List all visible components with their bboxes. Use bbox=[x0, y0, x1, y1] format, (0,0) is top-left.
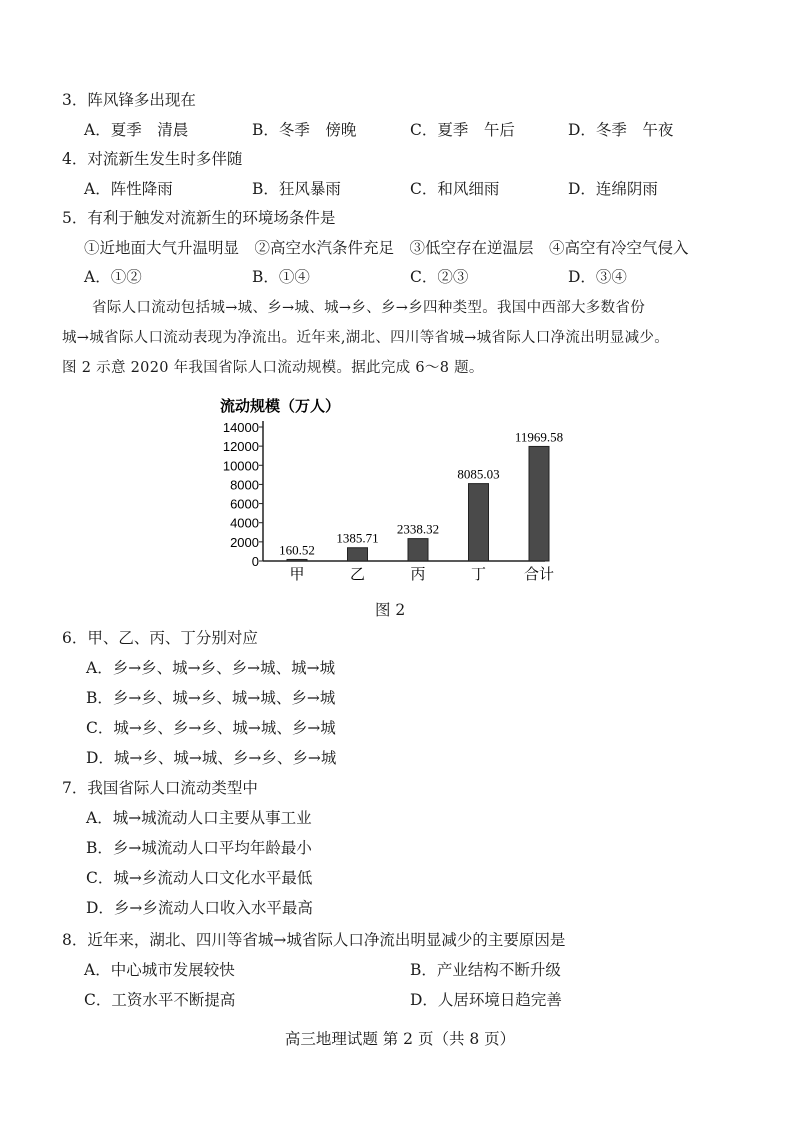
question-8: 8．近年来，湖北、四川等省城→城省际人口净流出明显减少的主要原因是 bbox=[62, 931, 566, 949]
option: C．城→乡、乡→乡、城→城、乡→城 bbox=[86, 719, 336, 737]
y-tick-label: 2000 bbox=[230, 534, 259, 550]
option: D．冬季 午夜 bbox=[568, 121, 674, 139]
data-label: 1385.71 bbox=[336, 530, 379, 546]
y-tick-label: 14000 bbox=[222, 420, 259, 435]
option: A．中心城市发展较快 bbox=[84, 961, 235, 979]
option: C．夏季 午后 bbox=[410, 121, 515, 139]
y-tick-label: 0 bbox=[251, 554, 259, 569]
bar bbox=[348, 548, 368, 561]
x-tick-label: 合计 bbox=[523, 565, 555, 583]
y-tick-label: 8000 bbox=[230, 477, 259, 493]
option: B．狂风暴雨 bbox=[252, 180, 341, 198]
question-5: 5．有利于触发对流新生的环境场条件是 bbox=[62, 209, 336, 227]
option: D．乡→乡流动人口收入水平最高 bbox=[86, 899, 313, 917]
option: B．产业结构不断升级 bbox=[410, 961, 561, 979]
page-footer: 高三地理试题 第 2 页（共 8 页） bbox=[284, 1030, 516, 1048]
option: A．乡→乡、城→乡、乡→城、城→城 bbox=[86, 659, 336, 677]
option: A．城→城流动人口主要从事工业 bbox=[86, 809, 312, 827]
question-6: 6．甲、乙、丙、丁分别对应 bbox=[62, 629, 258, 647]
bar bbox=[469, 484, 489, 561]
question-4: 4．对流新生发生时多伴随 bbox=[62, 150, 243, 168]
x-tick-label: 乙 bbox=[349, 565, 366, 583]
option: C．和风细雨 bbox=[410, 180, 500, 198]
option: D．人居环境日趋完善 bbox=[410, 991, 562, 1009]
passage-line: 图 2 示意 2020 年我国省际人口流动规模。据此完成 6～8 题。 bbox=[62, 360, 484, 376]
option: B．乡→城流动人口平均年龄最小 bbox=[86, 839, 312, 857]
option: D．③④ bbox=[568, 268, 627, 286]
option: D．连绵阴雨 bbox=[568, 180, 658, 198]
option: B．冬季 傍晚 bbox=[252, 121, 357, 139]
y-tick-label: 6000 bbox=[230, 496, 259, 512]
bar bbox=[408, 539, 428, 561]
x-tick-label: 丙 bbox=[410, 565, 426, 583]
y-tick-label: 12000 bbox=[222, 439, 259, 455]
data-label: 160.52 bbox=[279, 542, 315, 558]
bar bbox=[529, 446, 549, 561]
option: B．乡→乡、城→乡、城→城、乡→城 bbox=[86, 689, 336, 707]
option: A．阵性降雨 bbox=[84, 180, 173, 198]
y-tick-label: 4000 bbox=[230, 515, 259, 531]
question-7: 7．我国省际人口流动类型中 bbox=[62, 779, 258, 797]
data-label: 8085.03 bbox=[457, 466, 500, 482]
option: B．①④ bbox=[252, 268, 310, 286]
passage-line: 城→城省际人口流动表现为净流出。近年来,湖北、四川等省城→城省际人口净流出明显减少。 bbox=[62, 330, 670, 346]
option: D．城→乡、城→城、乡→乡、乡→城 bbox=[86, 749, 337, 767]
option: A．①② bbox=[84, 268, 142, 286]
data-label: 11969.58 bbox=[514, 429, 564, 445]
question-3: 3．阵风锋多出现在 bbox=[62, 91, 196, 109]
option: C．②③ bbox=[410, 268, 469, 286]
option: A．夏季 清晨 bbox=[84, 121, 189, 139]
passage-line: 省际人口流动包括城→城、乡→城、城→乡、乡→乡四种类型。我国中西部大多数省份 bbox=[92, 300, 645, 316]
figure-caption: 图 2 bbox=[375, 601, 406, 619]
y-tick-label: 10000 bbox=[222, 458, 259, 474]
bar-chart bbox=[200, 390, 580, 590]
statements: ①近地面大气升温明显 ②高空水汽条件充足 ③低空存在逆温层 ④高空有冷空气侵入 bbox=[84, 239, 689, 257]
option: C．工资水平不断提高 bbox=[84, 991, 236, 1009]
x-tick-label: 丁 bbox=[470, 565, 487, 583]
option: C．城→乡流动人口文化水平最低 bbox=[86, 869, 313, 887]
x-tick-label: 甲 bbox=[289, 565, 305, 583]
chart-title: 流动规模（万人） bbox=[220, 397, 341, 415]
bar bbox=[287, 559, 307, 561]
data-label: 2338.32 bbox=[396, 521, 440, 537]
